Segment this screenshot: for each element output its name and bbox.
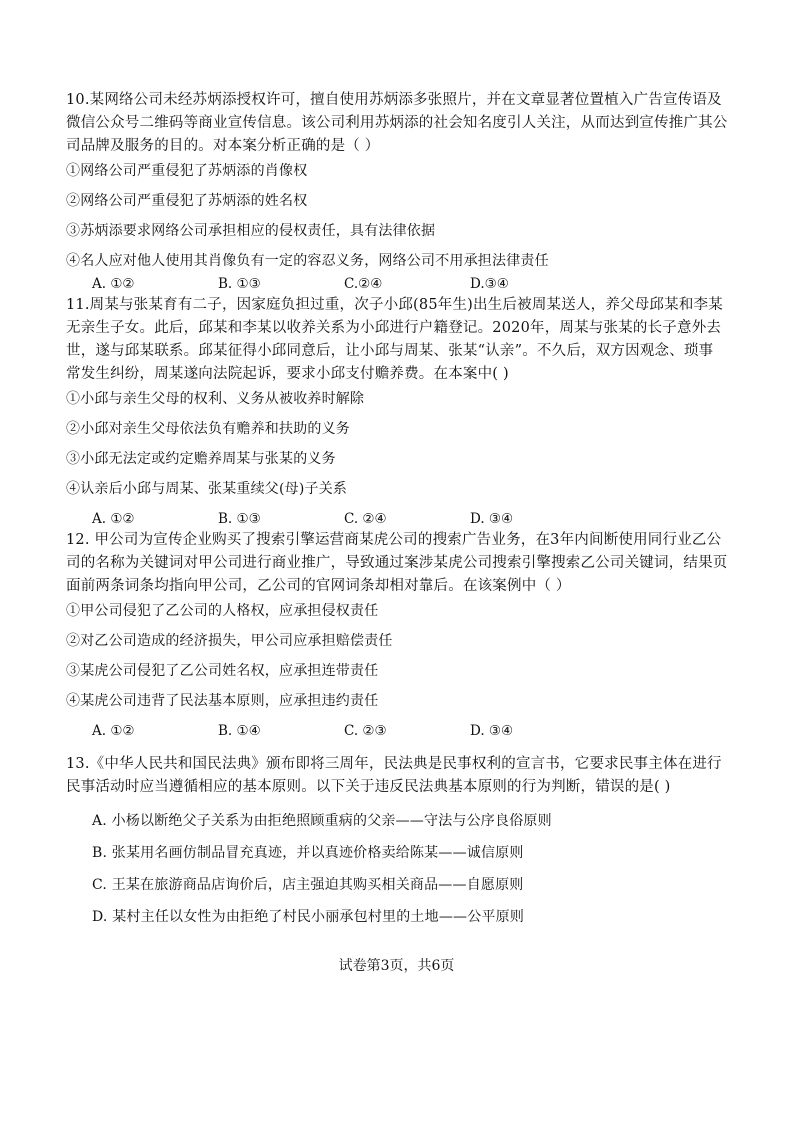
option-d: D. 某村主任以女性为由拒绝了村民小丽承包村里的土地——公平原则 [92,909,525,925]
exam-page [66,89,728,927]
statement: ④名人应对他人使用其肖像负有一定的容忍义务，网络公司不用承担法律责任 [66,253,549,269]
choice-d: D. ③④ [470,723,514,739]
question-stem: 12. 甲公司为宣传企业购买了搜索引擎运营商某虎公司的搜索广告业务，在3年内间断使用同行业乙公司的名称为关键词对甲公司进行商业推广，导致通过案涉某虎公司搜索引擎搜索乙公司关键词，结果页面前两条词条均指向甲公司，乙公司的官网词条却相对靠后。在该案例中（ ） [66,532,728,594]
answer-choices [92,274,728,294]
option-b: B. 张某用名画仿制品冒充真迹，并以真迹价格卖给陈某——诚信原则 [92,845,524,861]
choice-c: C. ②③ [344,723,387,739]
question-11 [66,294,728,529]
statement: ①甲公司侵犯了乙公司的人格权，应承担侵权责任 [66,603,379,619]
statement: ④某虎公司违背了民法基本原则，应承担违约责任 [66,693,379,709]
question-stem: 11.周某与张某育有二子，因家庭负担过重，次子小邱(85年生)出生后被周某送人，养父母邱某和李某无亲生子女。此后，邱某和李某以收养关系为小邱进行户籍登记。2020年，周某与张某的长子意外去世，遂与邱某联系。邱某征得小邱同意后，让小邱与周某、张某“认亲”。不久后，双方因观念、琐事常发生纠纷，周某遂向法院起诉，要求小邱支付赡养费。在本案中( ) [66,297,723,382]
choice-b: B. ①③ [218,276,261,292]
choice-a: A. ①② [92,511,135,527]
statement: ③某虎公司侵犯了乙公司姓名权，应承担连带责任 [66,663,379,679]
statement: ④认亲后小邱与周某、张某重续父(母)子关系 [66,481,348,497]
statement: ①网络公司严重侵犯了苏炳添的肖像权 [66,163,308,179]
option-c: C. 王某在旅游商品店询价后，店主强迫其购买相关商品——自愿原则 [92,877,524,893]
statement: ③小邱无法定或约定赡养周某与张某的义务 [66,451,336,467]
choice-d: D. ③④ [470,511,514,527]
question-12 [66,529,728,741]
page-footer: 试卷第3页，共6页 [338,958,455,974]
question-10 [66,89,728,294]
option-a: A. 小杨以断绝父子关系为由拒绝照顾重病的父亲——守法与公序良俗原则 [92,813,552,829]
answer-choices [92,509,728,529]
choice-a: A. ①② [92,276,135,292]
statement: ②小邱对亲生父母依法负有赡养和扶助的义务 [66,421,350,437]
question-13 [66,753,728,927]
choice-c: C. ②④ [344,511,387,527]
statement: ②网络公司严重侵犯了苏炳添的姓名权 [66,193,308,209]
choice-b: B. ①④ [218,723,261,739]
statement: ②对乙公司造成的经济损失，甲公司应承担赔偿责任 [66,633,393,649]
choice-c: C.②④ [344,276,383,292]
question-stem: 13.《中华人民共和国民法典》颁布即将三周年，民法典是民事权利的宣言书，它要求民事主体在进行民事活动时应当遵循相应的基本原则。以下关于违反民法典基本原则的行为判断，错误的是( ) [66,756,722,795]
choice-b: B. ①③ [218,511,261,527]
choice-d: D.③④ [470,276,509,292]
answer-choices [92,721,728,741]
statement: ①小邱与亲生父母的权利、义务从被收养时解除 [66,391,365,407]
statement: ③苏炳添要求网络公司承担相应的侵权责任，具有法律依据 [66,223,436,239]
question-stem: 10.某网络公司未经苏炳添授权许可，擅自使用苏炳添多张照片，并在文章显著位置植入广告宣传语及微信公众号二维码等商业宣传信息。该公司利用苏炳添的社会知名度引人关注，从而达到宣传推广其公司品牌及服务的目的。对本案分析正确的是（ ） [66,92,728,154]
choice-a: A. ①② [92,723,135,739]
